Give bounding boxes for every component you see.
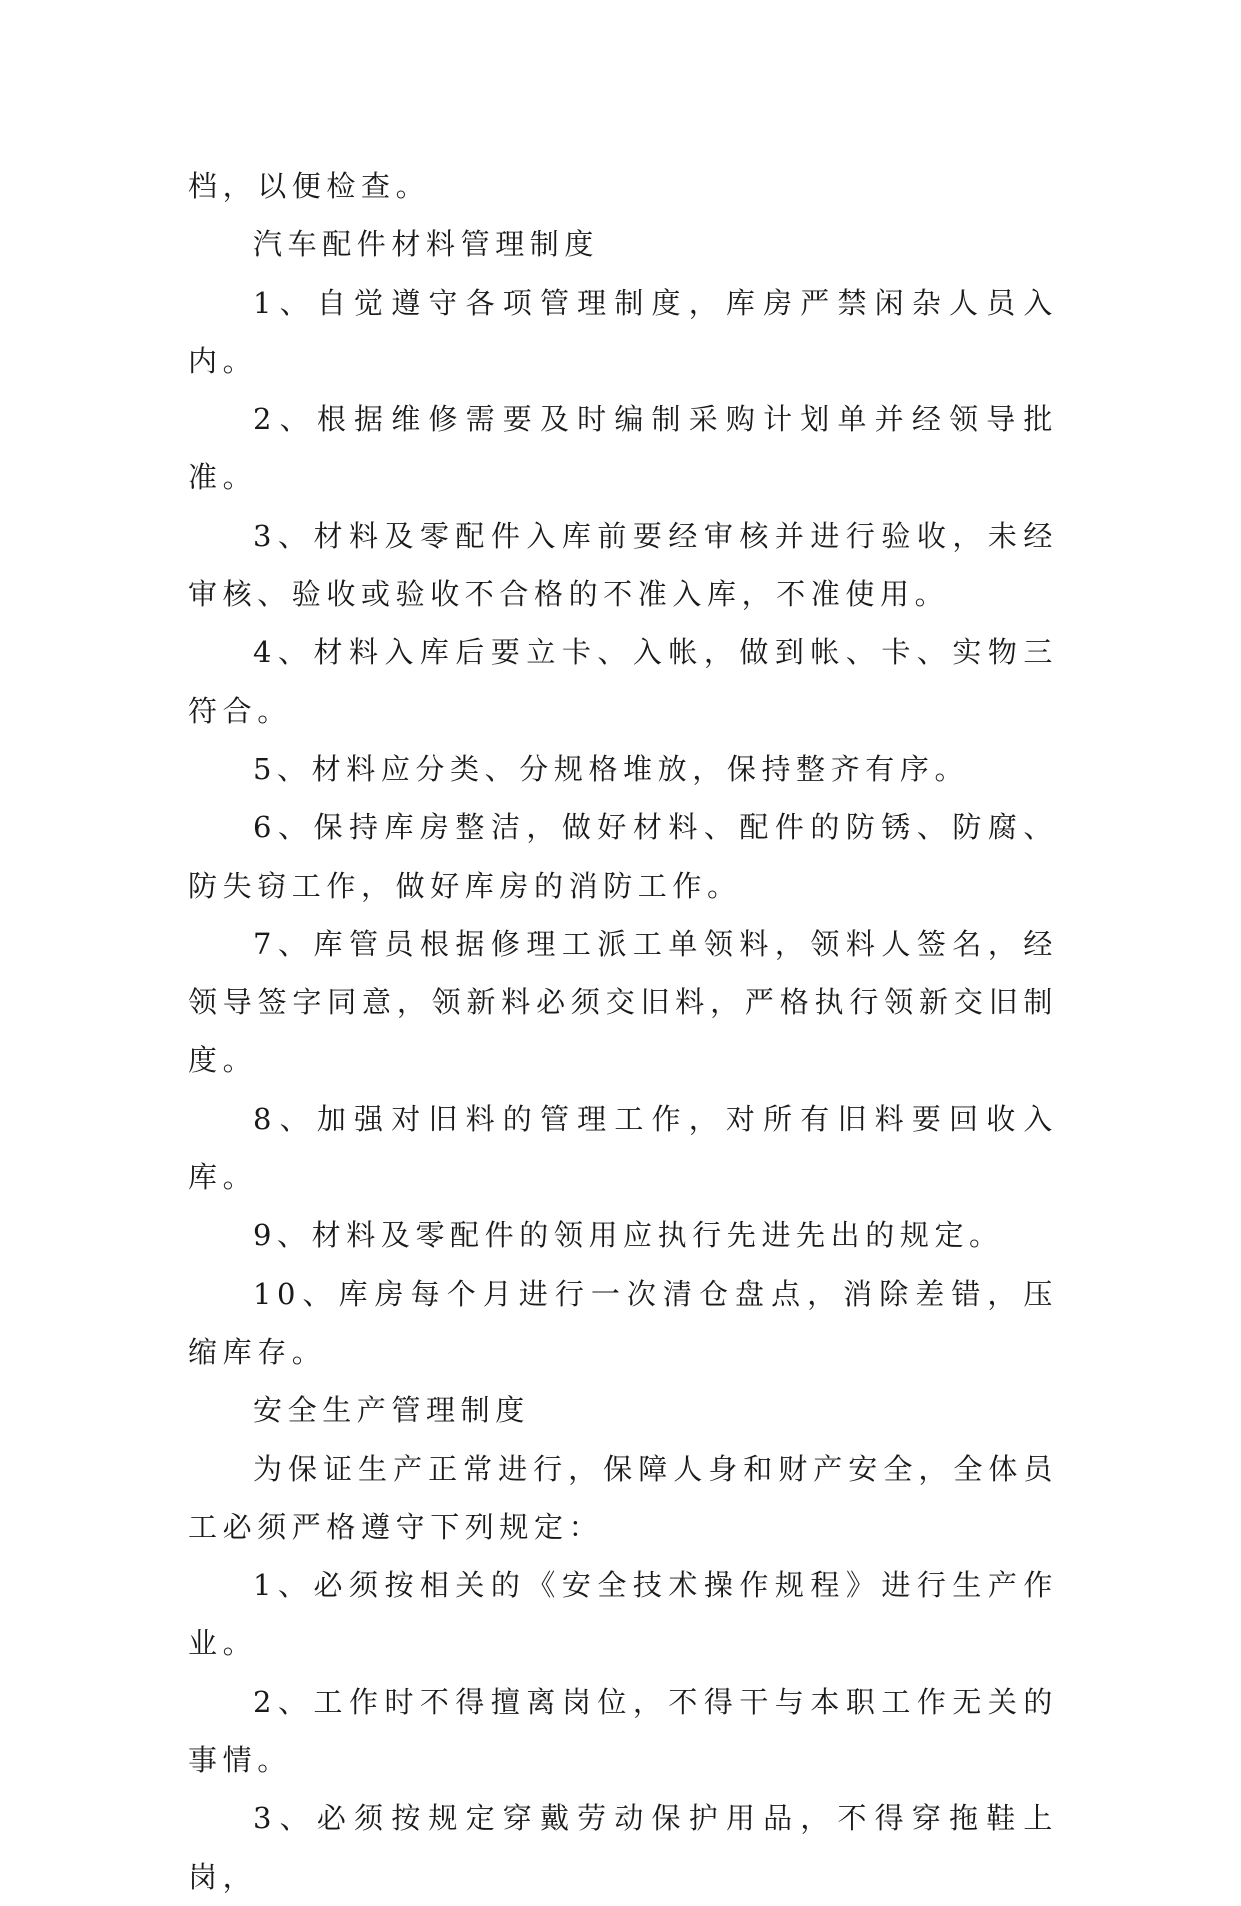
safety-item-1: 1、必须按相关的《安全技术操作规程》进行生产作业。 [188, 1568, 1058, 1661]
rule-item-4: 4、材料入库后要立卡、入帐，做到帐、卡、实物三符合。 [188, 635, 1058, 728]
section-title-safety-management: 安全生产管理制度 [253, 1393, 530, 1428]
section-title-parts-management: 汽车配件材料管理制度 [253, 227, 600, 262]
rule-item-1: 1、自觉遵守各项管理制度，库房严禁闲杂人员入内。 [188, 285, 1058, 378]
rule-item-7: 7、库管员根据修理工派工单领料，领料人签名，经领导签字同意，领新料必须交旧料，严格执行领新交旧制度。 [188, 926, 1058, 1078]
safety-item-3: 3、必须按规定穿戴劳动保护用品，不得穿拖鞋上岗， [188, 1801, 1058, 1894]
safety-intro: 为保证生产正常进行，保障人身和财产安全，全体员工必须严格遵守下列规定： [188, 1451, 1058, 1544]
rule-item-5: 5、材料应分类、分规格堆放，保持整齐有序。 [253, 751, 970, 786]
rule-item-8: 8、加强对旧料的管理工作，对所有旧料要回收入库。 [188, 1101, 1058, 1195]
document-page [188, 157, 1058, 1906]
rule-item-10: 10、库房每个月进行一次清仓盘点，消除差错，压缩库存。 [188, 1276, 1058, 1369]
safety-item-2: 2、工作时不得擅离岗位，不得干与本职工作无关的事情。 [188, 1684, 1058, 1778]
rule-item-6: 6、保持库房整洁，做好材料、配件的防锈、防腐、防失窃工作，做好库房的消防工作。 [188, 810, 1058, 903]
rule-item-9: 9、材料及零配件的领用应执行先进先出的规定。 [253, 1218, 1004, 1253]
rule-item-2: 2、根据维修需要及时编制采购计划单并经领导批准。 [188, 402, 1058, 495]
paragraph-continuation: 档，以便检查。 [188, 169, 431, 203]
rule-item-3: 3、材料及零配件入库前要经审核并进行验收，未经审核、验收或验收不合格的不准入库，不准使用。 [188, 518, 1058, 612]
